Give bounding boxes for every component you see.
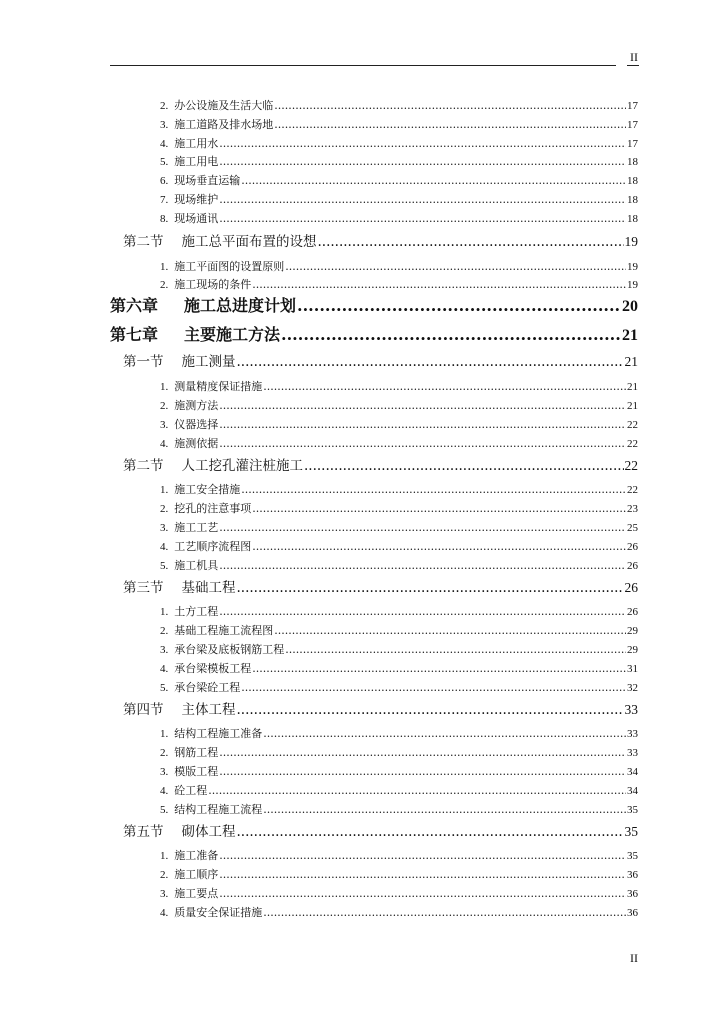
toc-subsection-entry[interactable]: [160, 641, 638, 655]
toc-subsection-entry[interactable]: [160, 538, 638, 552]
toc-dot-leader: [252, 278, 626, 291]
toc-page-number: 19: [627, 261, 638, 273]
toc-entry-title: 挖孔的注意事项: [174, 502, 252, 515]
toc-dot-leader: [219, 849, 626, 862]
toc-entry-title: 现场通讯: [174, 212, 219, 225]
toc-entry-title: 施工用电: [174, 155, 219, 168]
toc-dot-leader: [318, 234, 624, 250]
toc-entry-number: 2.: [160, 625, 169, 637]
header-page-number: II: [630, 50, 638, 64]
toc-entry-title: 施测依据: [174, 437, 219, 450]
toc-entry-number: 1.: [160, 850, 169, 862]
toc-page-number: 17: [627, 119, 638, 131]
toc-entry-label: 第一节: [123, 354, 164, 370]
toc-subsection-entry[interactable]: [160, 258, 638, 272]
toc-subsection-entry[interactable]: [160, 885, 638, 899]
toc-dot-leader: [304, 458, 624, 474]
toc-entry-number: 4.: [160, 785, 169, 797]
toc-page-number: 33: [627, 747, 638, 759]
toc-entry-title: 施工道路及排水场地: [174, 118, 274, 131]
header-rule: [110, 65, 616, 66]
toc-subsection-entry[interactable]: [160, 866, 638, 880]
toc-entry-number: 3.: [160, 522, 169, 534]
toc-entry-title: 基础工程: [181, 580, 236, 596]
toc-entry-number: 5.: [160, 804, 169, 816]
toc-entry-title: 工艺顺序流程图: [174, 540, 252, 553]
toc-page-number: 29: [627, 644, 638, 656]
toc-page-number: 22: [627, 484, 638, 496]
toc-page-number: 36: [627, 888, 638, 900]
toc-entry-label: 第二节: [123, 234, 164, 250]
toc-entry-title: 主要施工方法: [184, 325, 281, 344]
toc-dot-leader: [208, 784, 626, 797]
toc-dot-leader: [237, 354, 624, 370]
toc-entry-number: 5.: [160, 560, 169, 572]
toc-dot-leader: [252, 540, 626, 553]
toc-entry-title: 施工平面图的设置原则: [174, 260, 285, 273]
toc-entry-title: 承台梁及底板钢筋工程: [174, 643, 285, 656]
toc-page-number: 21: [627, 400, 638, 412]
toc-dot-leader: [219, 399, 626, 412]
toc-entry-number: 3.: [160, 119, 169, 131]
toc-entry-number: 4.: [160, 663, 169, 675]
toc-entry-title: 施工测量: [181, 354, 236, 370]
toc-page-number: 34: [627, 785, 638, 797]
toc-entry-title: 土方工程: [174, 605, 219, 618]
toc-page-number: 33: [627, 728, 638, 740]
toc-section-entry[interactable]: [123, 820, 638, 838]
toc-entry-number: 3.: [160, 419, 169, 431]
toc-entry-title: 施工准备: [174, 849, 219, 862]
toc-dot-leader: [274, 118, 626, 131]
toc-page-number: 25: [627, 522, 638, 534]
toc-page-number: 26: [627, 560, 638, 572]
toc-page-number: 22: [627, 438, 638, 450]
toc-dot-leader: [219, 765, 626, 778]
toc-subsection-entry[interactable]: [160, 378, 638, 392]
toc-entry-number: 5.: [160, 682, 169, 694]
toc-dot-leader: [219, 605, 626, 618]
toc-subsection-entry[interactable]: [160, 622, 638, 636]
toc-dot-leader: [219, 212, 626, 225]
toc-page-number: 18: [627, 156, 638, 168]
toc-entry-title: 砼工程: [174, 784, 208, 797]
toc-dot-leader: [263, 803, 626, 816]
toc-dot-leader: [219, 746, 626, 759]
toc-entry-title: 施工现场的条件: [174, 278, 252, 291]
toc-entry-number: 1.: [160, 728, 169, 740]
toc-dot-leader: [219, 155, 626, 168]
toc-subsection-entry[interactable]: [160, 557, 638, 571]
toc-entry-title: 质量安全保证措施: [174, 906, 263, 919]
toc-entry-title: 主体工程: [181, 702, 236, 718]
toc-subsection-entry[interactable]: [160, 435, 638, 449]
toc-page-number: 21: [622, 327, 638, 344]
toc-page-number: 36: [627, 907, 638, 919]
toc-entry-label: 第五节: [123, 824, 164, 840]
toc-dot-leader: [219, 437, 626, 450]
toc-page-number: 33: [624, 702, 638, 717]
toc-entry-title: 人工挖孔灌注桩施工: [181, 458, 303, 474]
toc-dot-leader: [237, 824, 624, 840]
toc-subsection-entry[interactable]: [160, 397, 638, 411]
toc-subsection-entry[interactable]: [160, 725, 638, 739]
toc-subsection-entry[interactable]: [160, 500, 638, 514]
toc-entry-number: 2.: [160, 503, 169, 515]
toc-page-number: 17: [627, 100, 638, 112]
toc-entry-number: 1.: [160, 381, 169, 393]
toc-entry-title: 承台梁模板工程: [174, 662, 252, 675]
toc-subsection-entry[interactable]: [160, 782, 638, 796]
toc-subsection-entry[interactable]: [160, 904, 638, 918]
toc-page-number: 22: [627, 419, 638, 431]
toc-page-number: 31: [627, 663, 638, 675]
toc-entry-number: 5.: [160, 156, 169, 168]
toc-dot-leader: [263, 906, 626, 919]
toc-entry-number: 2.: [160, 279, 169, 291]
toc-entry-number: 2.: [160, 400, 169, 412]
toc-entry-title: 施工顺序: [174, 868, 219, 881]
toc-section-entry[interactable]: [123, 576, 638, 594]
toc-entry-label: 第三节: [123, 580, 164, 596]
toc-entry-number: 4.: [160, 138, 169, 150]
toc-entry-number: 4.: [160, 907, 169, 919]
toc-dot-leader: [219, 559, 626, 572]
toc-dot-leader: [263, 727, 626, 740]
toc-section-entry[interactable]: [123, 350, 638, 368]
toc-entry-title: 施工总平面布置的设想: [181, 234, 317, 250]
toc-page-number: 32: [627, 682, 638, 694]
toc-entry-label: 第四节: [123, 702, 164, 718]
toc-page-number: 35: [627, 850, 638, 862]
toc-page-number: 26: [627, 541, 638, 553]
toc-dot-leader: [285, 260, 626, 273]
toc-subsection-entry[interactable]: [160, 210, 638, 224]
toc-entry-title: 施工总进度计划: [184, 296, 297, 315]
toc-entry-number: 3.: [160, 766, 169, 778]
toc-entry-number: 4.: [160, 541, 169, 553]
toc-dot-leader: [274, 624, 626, 637]
toc-dot-leader: [219, 887, 626, 900]
toc-page-number: 18: [627, 194, 638, 206]
toc-entry-title: 结构工程施工流程: [174, 803, 263, 816]
toc-section-entry[interactable]: [123, 698, 638, 716]
toc-entry-number: 2.: [160, 100, 169, 112]
toc-entry-number: 1.: [160, 484, 169, 496]
toc-subsection-entry[interactable]: [160, 481, 638, 495]
toc-entry-title: 施工工艺: [174, 521, 219, 534]
toc-dot-leader: [219, 193, 626, 206]
toc-dot-leader: [285, 643, 626, 656]
toc-subsection-entry[interactable]: [160, 847, 638, 861]
toc-entry-number: 2.: [160, 747, 169, 759]
toc-entry-title: 施工机具: [174, 559, 219, 572]
toc-chapter-entry[interactable]: [110, 293, 638, 313]
toc-dot-leader: [237, 580, 624, 596]
toc-page-number: 18: [627, 213, 638, 225]
toc-dot-leader: [263, 380, 626, 393]
toc-page-number: 35: [624, 824, 638, 839]
toc-subsection-entry[interactable]: [160, 519, 638, 533]
footer-page-number: II: [630, 951, 638, 965]
toc-entry-number: 3.: [160, 644, 169, 656]
toc-entry-number: 6.: [160, 175, 169, 187]
toc-subsection-entry[interactable]: [160, 801, 638, 815]
toc-subsection-entry[interactable]: [160, 153, 638, 167]
toc-section-entry[interactable]: [123, 454, 638, 472]
toc-dot-leader: [241, 174, 626, 187]
toc-page-number: 35: [627, 804, 638, 816]
toc-entry-number: 7.: [160, 194, 169, 206]
header-rule-underline: [627, 65, 639, 66]
toc-page-number: 23: [627, 503, 638, 515]
toc-subsection-entry[interactable]: [160, 679, 638, 693]
toc-entry-label: 第二节: [123, 458, 164, 474]
toc-dot-leader: [219, 868, 626, 881]
toc-dot-leader: [241, 681, 626, 694]
toc-subsection-entry[interactable]: [160, 763, 638, 777]
toc-dot-leader: [297, 296, 621, 315]
toc-chapter-entry[interactable]: [110, 322, 638, 342]
toc-page-number: 18: [627, 175, 638, 187]
toc-entry-title: 现场垂直运输: [174, 174, 241, 187]
toc-entry-title: 砌体工程: [181, 824, 236, 840]
toc-dot-leader: [237, 702, 624, 718]
toc-subsection-entry[interactable]: [160, 135, 638, 149]
toc-entry-title: 施工用水: [174, 137, 219, 150]
toc-dot-leader: [219, 418, 626, 431]
toc-entry-title: 基础工程施工流程图: [174, 624, 274, 637]
toc-entry-title: 结构工程施工准备: [174, 727, 263, 740]
toc-subsection-entry[interactable]: [160, 603, 638, 617]
toc-entry-label: 第六章: [110, 296, 159, 315]
toc-entry-title: 模版工程: [174, 765, 219, 778]
toc-page-number: 19: [624, 234, 638, 249]
toc-entry-title: 承台梁砼工程: [174, 681, 241, 694]
toc-page-number: 20: [622, 298, 638, 315]
toc-page-number: 22: [624, 458, 638, 473]
toc-entry-title: 施测方法: [174, 399, 219, 412]
toc-entry-title: 施工安全措施: [174, 483, 241, 496]
toc-entry-title: 办公设施及生活大临: [174, 99, 274, 112]
toc-page-number: 21: [627, 381, 638, 393]
toc-page-number: 19: [627, 279, 638, 291]
toc-subsection-entry[interactable]: [160, 191, 638, 205]
toc-entry-title: 现场维护: [174, 193, 219, 206]
toc-page-number: 34: [627, 766, 638, 778]
toc-subsection-entry[interactable]: [160, 416, 638, 430]
toc-subsection-entry[interactable]: [160, 744, 638, 758]
toc-entry-title: 钢筋工程: [174, 746, 219, 759]
toc-section-entry[interactable]: [123, 230, 638, 248]
toc-entry-title: 测量精度保证措施: [174, 380, 263, 393]
toc-page-number: 17: [627, 138, 638, 150]
toc-entry-label: 第七章: [110, 325, 159, 344]
toc-subsection-entry[interactable]: [160, 116, 638, 130]
toc-entry-title: 仪器选择: [174, 418, 219, 431]
toc-entry-number: 8.: [160, 213, 169, 225]
toc-page-number: 26: [624, 580, 638, 595]
toc-entry-title: 施工要点: [174, 887, 219, 900]
toc-dot-leader: [281, 325, 621, 344]
toc-dot-leader: [219, 521, 626, 534]
toc-page-number: 36: [627, 869, 638, 881]
toc-subsection-entry[interactable]: [160, 276, 638, 290]
toc-dot-leader: [252, 502, 626, 515]
toc-entry-number: 2.: [160, 869, 169, 881]
toc-page-number: 26: [627, 606, 638, 618]
toc-dot-leader: [219, 137, 626, 150]
toc-subsection-entry[interactable]: [160, 660, 638, 674]
toc-page-number: 29: [627, 625, 638, 637]
toc-entry-number: 3.: [160, 888, 169, 900]
toc-dot-leader: [274, 99, 626, 112]
toc-entry-number: 4.: [160, 438, 169, 450]
toc-subsection-entry[interactable]: [160, 172, 638, 186]
toc-entry-number: 1.: [160, 261, 169, 273]
toc-page-number: 21: [624, 354, 638, 369]
toc-dot-leader: [241, 483, 626, 496]
toc-subsection-entry[interactable]: [160, 97, 638, 111]
toc-entry-number: 1.: [160, 606, 169, 618]
toc-dot-leader: [252, 662, 626, 675]
